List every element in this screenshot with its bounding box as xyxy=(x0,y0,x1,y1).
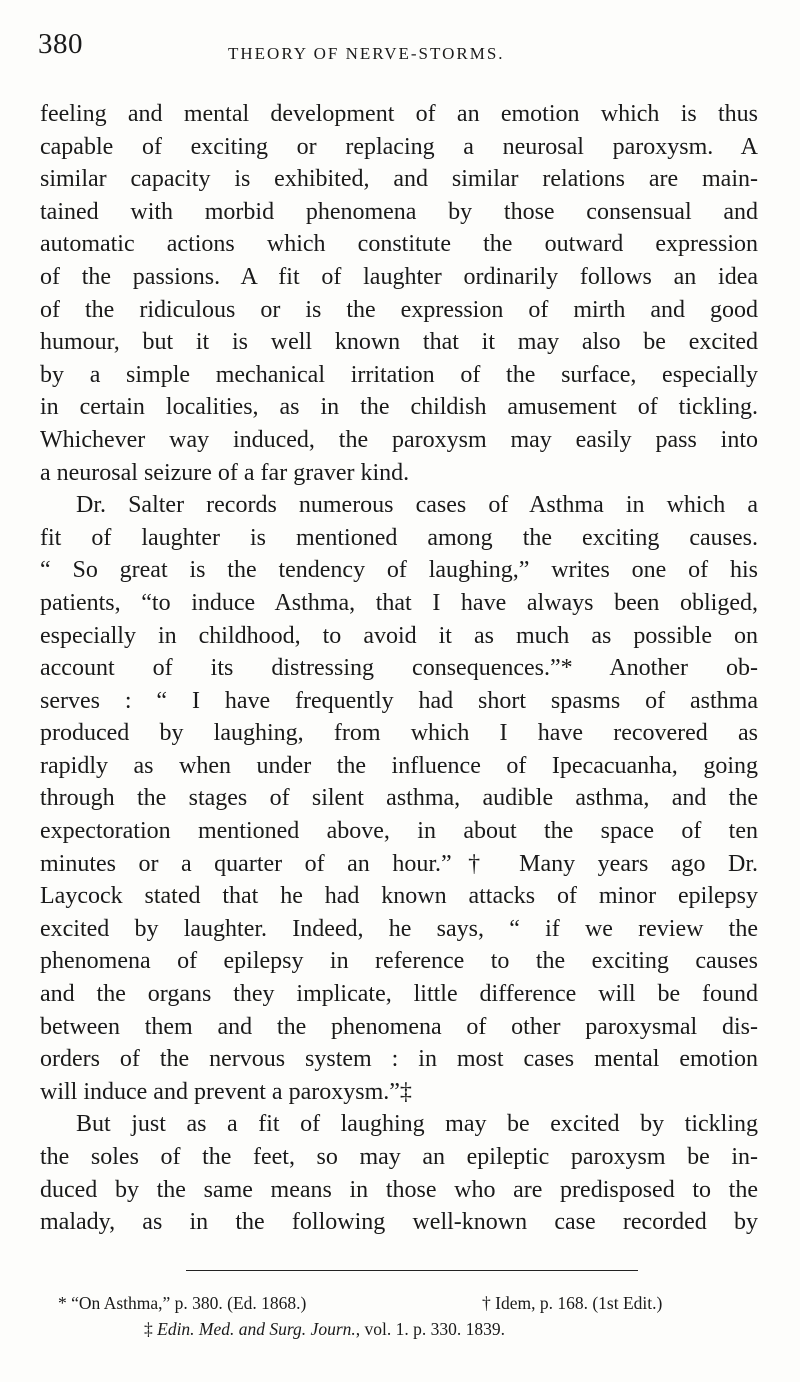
running-head: THEORY OF NERVE-STORMS. xyxy=(228,44,505,63)
text-line: excited by laughter. Indeed, he says, “ if we review the xyxy=(40,915,758,942)
text-line: account of its distressing consequences.”* Another ob- xyxy=(40,655,758,682)
text-line: the soles of the feet, so may an epileptic paroxysm be in- xyxy=(40,1144,758,1170)
text-line: a neurosal seizure of a far graver kind. xyxy=(40,459,410,486)
text-line: through the stages of silent asthma, audible asthma, and the xyxy=(40,785,758,812)
footnote-asthma: * “On Asthma,” p. 380. (Ed. 1868.) xyxy=(58,1293,307,1313)
page-number: 380 xyxy=(38,28,83,60)
text-line: will induce and prevent a paroxysm.”‡ xyxy=(40,1078,412,1105)
text-line: rapidly as when under the influence of Ipecacuanha, going xyxy=(40,752,758,779)
footnote-journal-title: Edin. Med. and Surg. Journ. xyxy=(157,1319,356,1339)
footnote-journal-ref: , vol. 1. p. 330. 1839. xyxy=(355,1319,506,1339)
paragraph-start-line: But just as a fit of laughing may be excited by tickling xyxy=(76,1111,758,1138)
text-line: capable of exciting or replacing a neurosal paroxysm. A xyxy=(40,133,758,160)
text-line: expectoration mentioned above, in about the space of ten xyxy=(40,818,758,845)
text-line: between them and the phenomena of other paroxysmal dis- xyxy=(40,1013,758,1040)
body-text xyxy=(40,98,758,1239)
text-line: Whichever way induced, the paroxysm may easily pass into xyxy=(40,426,758,453)
text-line: “ So great is the tendency of laughing,” writes one of his xyxy=(40,557,758,584)
text-line: malady, as in the following well-known case recorded by xyxy=(40,1209,758,1236)
text-line: fit of laughter is mentioned among the exciting causes. xyxy=(40,524,758,551)
text-line: by a simple mechanical irritation of the surface, especially xyxy=(40,361,758,388)
text-line: patients, “to induce Asthma, that I have always been obliged, xyxy=(40,589,758,616)
text-line: phenomena of epilepsy in reference to the exciting causes xyxy=(40,948,758,975)
text-line: of the passions. A fit of laughter ordinarily follows an idea xyxy=(40,263,758,290)
text-line: similar capacity is exhibited, and similar relations are main- xyxy=(40,166,758,193)
paragraph-start-line: Dr. Salter records numerous cases of Asthma in which a xyxy=(76,492,758,519)
footnote-mark: ‡ xyxy=(144,1319,153,1339)
text-line: orders of the nervous system : in most cases mental emotion xyxy=(40,1046,758,1073)
text-line: automatic actions which constitute the outward expression xyxy=(40,231,758,258)
text-line: minutes or a quarter of an hour.”† Many years ago Dr. xyxy=(40,850,758,877)
page-header xyxy=(38,28,760,78)
footnote-row xyxy=(58,1290,758,1316)
footnotes xyxy=(58,1290,758,1342)
footnote-divider xyxy=(186,1270,638,1271)
text-line: of the ridiculous or is the expression of mirth and good xyxy=(40,296,758,323)
footnote-idem: † Idem, p. 168. (1st Edit.) xyxy=(482,1293,663,1313)
text-line: duced by the same means in those who are predisposed to the xyxy=(40,1176,758,1203)
text-line: Laycock stated that he had known attacks of minor epilepsy xyxy=(40,883,758,910)
text-line: and the organs they implicate, little difference will be found xyxy=(40,981,758,1008)
text-line: serves : “ I have frequently had short spasms of asthma xyxy=(40,687,758,714)
text-line: produced by laughing, from which I have recovered as xyxy=(40,720,758,747)
text-line: humour, but it is well known that it may also be excited xyxy=(40,329,758,356)
text-line: in certain localities, as in the childish amusement of tickling. xyxy=(40,394,758,421)
footnote-row xyxy=(58,1316,758,1342)
text-line: feeling and mental development of an emotion which is thus xyxy=(40,101,758,127)
text-line: tained with morbid phenomena by those consensual and xyxy=(40,198,758,225)
text-line: especially in childhood, to avoid it as much as possible on xyxy=(40,622,758,649)
